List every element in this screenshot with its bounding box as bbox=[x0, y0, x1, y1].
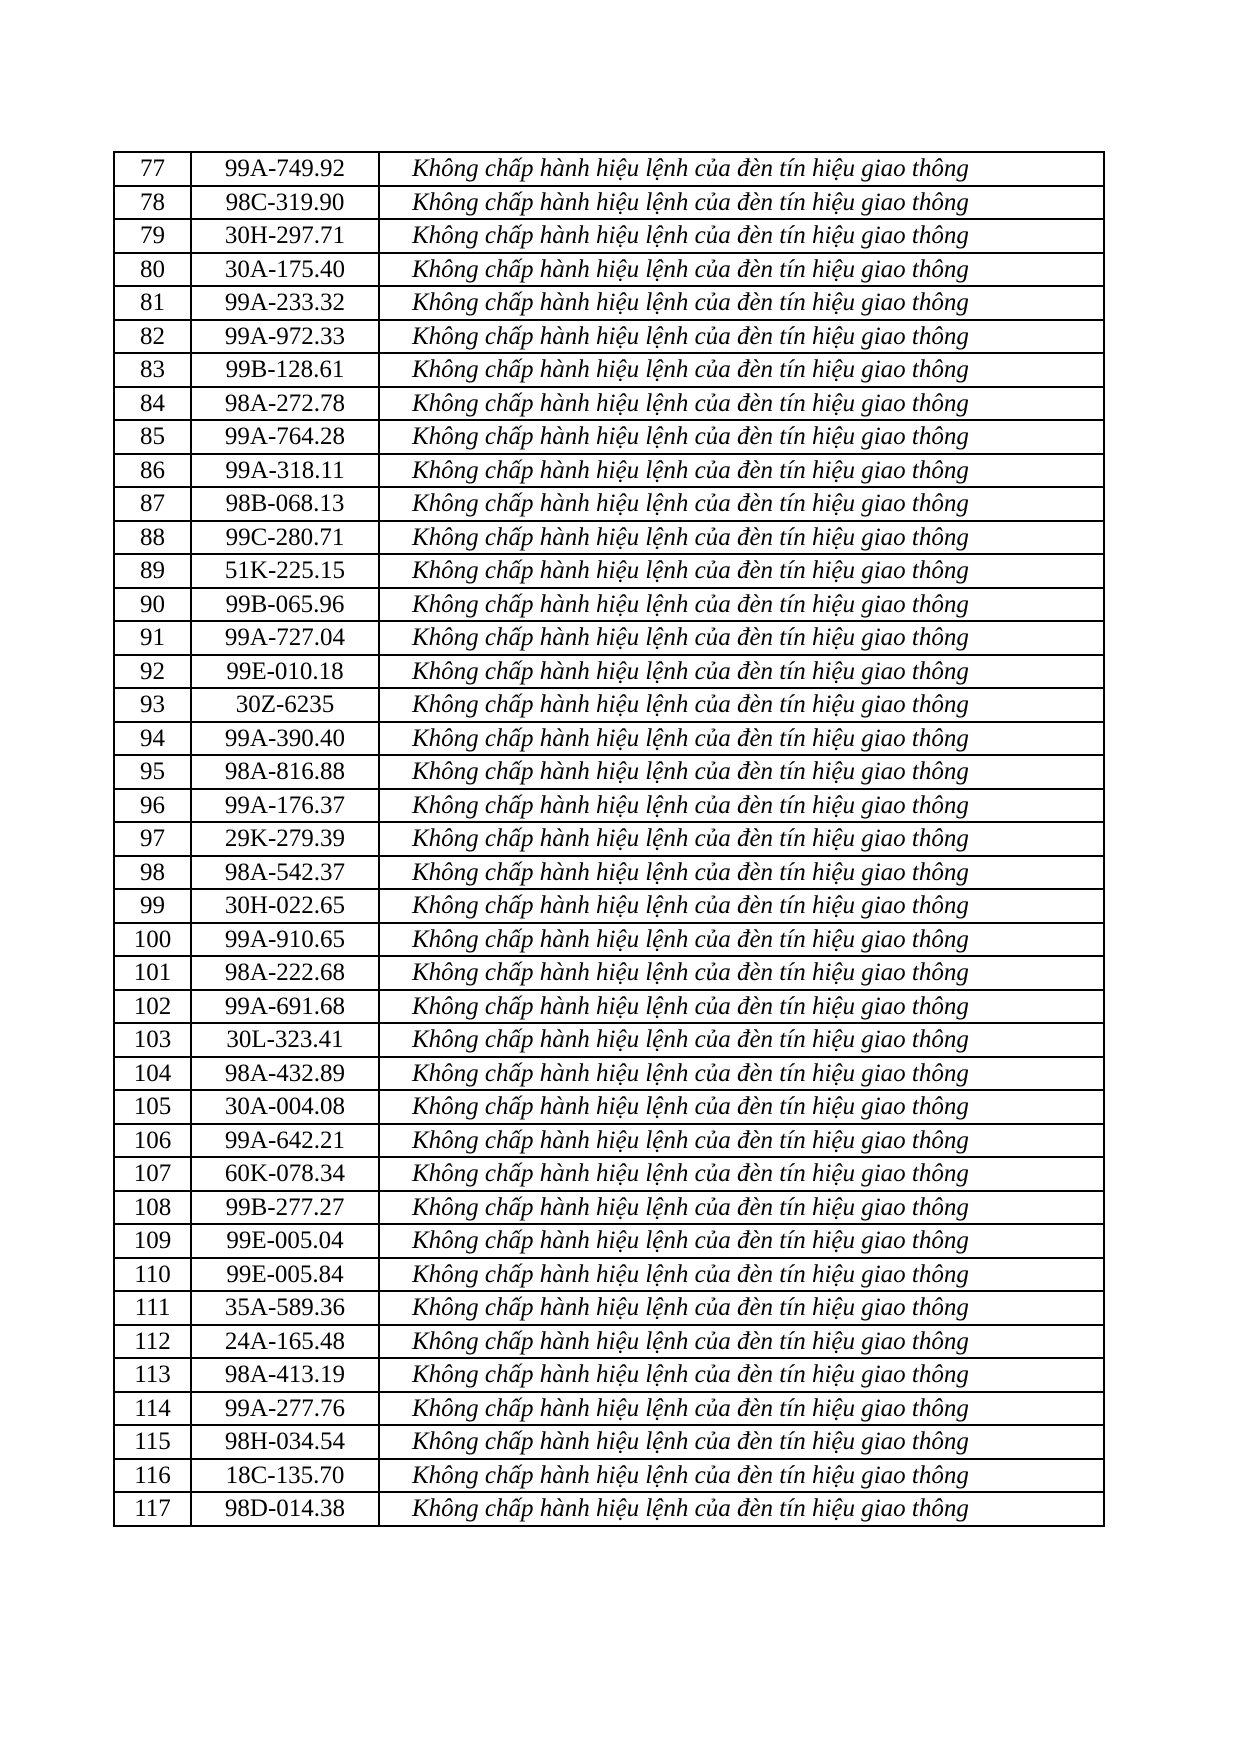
row-number-cell: 109 bbox=[114, 1224, 191, 1258]
row-number-cell: 115 bbox=[114, 1425, 191, 1459]
table-row bbox=[114, 889, 1104, 923]
license-plate-cell: 99A-277.76 bbox=[191, 1392, 379, 1426]
license-plate-cell: 98A-816.88 bbox=[191, 755, 379, 789]
table-row bbox=[114, 856, 1104, 890]
license-plate-cell: 30Z-6235 bbox=[191, 688, 379, 722]
violation-cell: Không chấp hành hiệu lệnh của đèn tín hiệu giao thông bbox=[379, 1291, 1104, 1325]
row-number-cell: 91 bbox=[114, 621, 191, 655]
row-number-cell: 86 bbox=[114, 454, 191, 488]
violation-cell: Không chấp hành hiệu lệnh của đèn tín hiệu giao thông bbox=[379, 554, 1104, 588]
table-row bbox=[114, 219, 1104, 253]
violation-cell: Không chấp hành hiệu lệnh của đèn tín hiệu giao thông bbox=[379, 588, 1104, 622]
table-row bbox=[114, 588, 1104, 622]
violation-cell: Không chấp hành hiệu lệnh của đèn tín hiệu giao thông bbox=[379, 1157, 1104, 1191]
row-number-cell: 103 bbox=[114, 1023, 191, 1057]
license-plate-cell: 98A-222.68 bbox=[191, 956, 379, 990]
table-row bbox=[114, 1258, 1104, 1292]
license-plate-cell: 99A-764.28 bbox=[191, 420, 379, 454]
license-plate-cell: 98A-542.37 bbox=[191, 856, 379, 890]
row-number-cell: 116 bbox=[114, 1459, 191, 1493]
table-row bbox=[114, 1191, 1104, 1225]
row-number-cell: 82 bbox=[114, 320, 191, 354]
violation-cell: Không chấp hành hiệu lệnh của đèn tín hiệu giao thông bbox=[379, 454, 1104, 488]
row-number-cell: 102 bbox=[114, 990, 191, 1024]
table-row bbox=[114, 1124, 1104, 1158]
license-plate-cell: 99E-005.04 bbox=[191, 1224, 379, 1258]
row-number-cell: 80 bbox=[114, 253, 191, 287]
violation-cell: Không chấp hành hiệu lệnh của đèn tín hiệu giao thông bbox=[379, 1492, 1104, 1526]
violation-cell: Không chấp hành hiệu lệnh của đèn tín hiệu giao thông bbox=[379, 387, 1104, 421]
violation-cell: Không chấp hành hiệu lệnh của đèn tín hiệu giao thông bbox=[379, 722, 1104, 756]
violation-cell: Không chấp hành hiệu lệnh của đèn tín hiệu giao thông bbox=[379, 521, 1104, 555]
violation-cell: Không chấp hành hiệu lệnh của đèn tín hiệu giao thông bbox=[379, 688, 1104, 722]
row-number-cell: 106 bbox=[114, 1124, 191, 1158]
table-row bbox=[114, 286, 1104, 320]
table-row bbox=[114, 822, 1104, 856]
row-number-cell: 97 bbox=[114, 822, 191, 856]
violation-cell: Không chấp hành hiệu lệnh của đèn tín hiệu giao thông bbox=[379, 1090, 1104, 1124]
license-plate-cell: 99A-390.40 bbox=[191, 722, 379, 756]
license-plate-cell: 99B-065.96 bbox=[191, 588, 379, 622]
table-row bbox=[114, 621, 1104, 655]
license-plate-cell: 98B-068.13 bbox=[191, 487, 379, 521]
license-plate-cell: 99A-727.04 bbox=[191, 621, 379, 655]
violation-cell: Không chấp hành hiệu lệnh của đèn tín hiệu giao thông bbox=[379, 219, 1104, 253]
violation-cell: Không chấp hành hiệu lệnh của đèn tín hiệu giao thông bbox=[379, 1023, 1104, 1057]
table-row bbox=[114, 1157, 1104, 1191]
violation-cell: Không chấp hành hiệu lệnh của đèn tín hiệu giao thông bbox=[379, 286, 1104, 320]
table-row bbox=[114, 420, 1104, 454]
violation-cell: Không chấp hành hiệu lệnh của đèn tín hiệu giao thông bbox=[379, 1325, 1104, 1359]
license-plate-cell: 30A-004.08 bbox=[191, 1090, 379, 1124]
row-number-cell: 100 bbox=[114, 923, 191, 957]
license-plate-cell: 29K-279.39 bbox=[191, 822, 379, 856]
row-number-cell: 114 bbox=[114, 1392, 191, 1426]
license-plate-cell: 98A-432.89 bbox=[191, 1057, 379, 1091]
violation-cell: Không chấp hành hiệu lệnh của đèn tín hiệu giao thông bbox=[379, 1392, 1104, 1426]
table-row bbox=[114, 521, 1104, 555]
violation-cell: Không chấp hành hiệu lệnh của đèn tín hiệu giao thông bbox=[379, 655, 1104, 689]
table-row bbox=[114, 722, 1104, 756]
table-row bbox=[114, 320, 1104, 354]
table-row bbox=[114, 1224, 1104, 1258]
license-plate-cell: 98H-034.54 bbox=[191, 1425, 379, 1459]
license-plate-cell: 30A-175.40 bbox=[191, 253, 379, 287]
table-row bbox=[114, 387, 1104, 421]
violation-cell: Không chấp hành hiệu lệnh của đèn tín hiệu giao thông bbox=[379, 320, 1104, 354]
license-plate-cell: 60K-078.34 bbox=[191, 1157, 379, 1191]
violation-cell: Không chấp hành hiệu lệnh của đèn tín hiệu giao thông bbox=[379, 152, 1104, 186]
row-number-cell: 96 bbox=[114, 789, 191, 823]
row-number-cell: 78 bbox=[114, 186, 191, 220]
row-number-cell: 88 bbox=[114, 521, 191, 555]
license-plate-cell: 99A-233.32 bbox=[191, 286, 379, 320]
license-plate-cell: 99E-010.18 bbox=[191, 655, 379, 689]
row-number-cell: 81 bbox=[114, 286, 191, 320]
row-number-cell: 105 bbox=[114, 1090, 191, 1124]
violation-cell: Không chấp hành hiệu lệnh của đèn tín hiệu giao thông bbox=[379, 420, 1104, 454]
table-row bbox=[114, 487, 1104, 521]
row-number-cell: 89 bbox=[114, 554, 191, 588]
row-number-cell: 90 bbox=[114, 588, 191, 622]
table-body bbox=[114, 152, 1104, 1526]
row-number-cell: 101 bbox=[114, 956, 191, 990]
row-number-cell: 113 bbox=[114, 1358, 191, 1392]
table-row bbox=[114, 923, 1104, 957]
violation-cell: Không chấp hành hiệu lệnh của đèn tín hiệu giao thông bbox=[379, 1124, 1104, 1158]
table-row bbox=[114, 1057, 1104, 1091]
table-row bbox=[114, 1459, 1104, 1493]
row-number-cell: 112 bbox=[114, 1325, 191, 1359]
row-number-cell: 117 bbox=[114, 1492, 191, 1526]
row-number-cell: 87 bbox=[114, 487, 191, 521]
row-number-cell: 84 bbox=[114, 387, 191, 421]
row-number-cell: 92 bbox=[114, 655, 191, 689]
row-number-cell: 99 bbox=[114, 889, 191, 923]
violations-table bbox=[113, 151, 1105, 1527]
row-number-cell: 95 bbox=[114, 755, 191, 789]
table-row bbox=[114, 152, 1104, 186]
table-row bbox=[114, 688, 1104, 722]
table-row bbox=[114, 990, 1104, 1024]
table-row bbox=[114, 454, 1104, 488]
violation-cell: Không chấp hành hiệu lệnh của đèn tín hiệu giao thông bbox=[379, 1358, 1104, 1392]
license-plate-cell: 99A-910.65 bbox=[191, 923, 379, 957]
license-plate-cell: 30L-323.41 bbox=[191, 1023, 379, 1057]
license-plate-cell: 35A-589.36 bbox=[191, 1291, 379, 1325]
license-plate-cell: 99C-280.71 bbox=[191, 521, 379, 555]
violation-cell: Không chấp hành hiệu lệnh của đèn tín hiệu giao thông bbox=[379, 186, 1104, 220]
violation-cell: Không chấp hành hiệu lệnh của đèn tín hiệu giao thông bbox=[379, 923, 1104, 957]
table-row bbox=[114, 554, 1104, 588]
violation-cell: Không chấp hành hiệu lệnh của đèn tín hiệu giao thông bbox=[379, 353, 1104, 387]
license-plate-cell: 98D-014.38 bbox=[191, 1492, 379, 1526]
violation-cell: Không chấp hành hiệu lệnh của đèn tín hiệu giao thông bbox=[379, 990, 1104, 1024]
license-plate-cell: 99B-277.27 bbox=[191, 1191, 379, 1225]
license-plate-cell: 98A-413.19 bbox=[191, 1358, 379, 1392]
table-row bbox=[114, 1090, 1104, 1124]
row-number-cell: 93 bbox=[114, 688, 191, 722]
row-number-cell: 77 bbox=[114, 152, 191, 186]
table-row bbox=[114, 755, 1104, 789]
table-row bbox=[114, 1492, 1104, 1526]
table-row bbox=[114, 956, 1104, 990]
violation-cell: Không chấp hành hiệu lệnh của đèn tín hiệu giao thông bbox=[379, 822, 1104, 856]
violation-cell: Không chấp hành hiệu lệnh của đèn tín hiệu giao thông bbox=[379, 1057, 1104, 1091]
table-row bbox=[114, 1425, 1104, 1459]
license-plate-cell: 24A-165.48 bbox=[191, 1325, 379, 1359]
violation-cell: Không chấp hành hiệu lệnh của đèn tín hiệu giao thông bbox=[379, 253, 1104, 287]
row-number-cell: 98 bbox=[114, 856, 191, 890]
license-plate-cell: 99A-176.37 bbox=[191, 789, 379, 823]
license-plate-cell: 99A-749.92 bbox=[191, 152, 379, 186]
license-plate-cell: 18C-135.70 bbox=[191, 1459, 379, 1493]
violation-cell: Không chấp hành hiệu lệnh của đèn tín hiệu giao thông bbox=[379, 789, 1104, 823]
violation-cell: Không chấp hành hiệu lệnh của đèn tín hiệu giao thông bbox=[379, 1459, 1104, 1493]
table-row bbox=[114, 1358, 1104, 1392]
row-number-cell: 79 bbox=[114, 219, 191, 253]
table-row bbox=[114, 1392, 1104, 1426]
license-plate-cell: 99A-318.11 bbox=[191, 454, 379, 488]
violation-cell: Không chấp hành hiệu lệnh của đèn tín hiệu giao thông bbox=[379, 621, 1104, 655]
row-number-cell: 94 bbox=[114, 722, 191, 756]
license-plate-cell: 30H-297.71 bbox=[191, 219, 379, 253]
row-number-cell: 110 bbox=[114, 1258, 191, 1292]
license-plate-cell: 30H-022.65 bbox=[191, 889, 379, 923]
violation-cell: Không chấp hành hiệu lệnh của đèn tín hiệu giao thông bbox=[379, 856, 1104, 890]
table-row bbox=[114, 353, 1104, 387]
table-row bbox=[114, 253, 1104, 287]
license-plate-cell: 99A-691.68 bbox=[191, 990, 379, 1024]
license-plate-cell: 99E-005.84 bbox=[191, 1258, 379, 1292]
table-row bbox=[114, 1023, 1104, 1057]
violation-cell: Không chấp hành hiệu lệnh của đèn tín hiệu giao thông bbox=[379, 1224, 1104, 1258]
row-number-cell: 85 bbox=[114, 420, 191, 454]
violation-cell: Không chấp hành hiệu lệnh của đèn tín hiệu giao thông bbox=[379, 1191, 1104, 1225]
row-number-cell: 104 bbox=[114, 1057, 191, 1091]
row-number-cell: 108 bbox=[114, 1191, 191, 1225]
license-plate-cell: 98A-272.78 bbox=[191, 387, 379, 421]
license-plate-cell: 99B-128.61 bbox=[191, 353, 379, 387]
table-row bbox=[114, 1325, 1104, 1359]
row-number-cell: 83 bbox=[114, 353, 191, 387]
license-plate-cell: 98C-319.90 bbox=[191, 186, 379, 220]
violation-cell: Không chấp hành hiệu lệnh của đèn tín hiệu giao thông bbox=[379, 889, 1104, 923]
table-row bbox=[114, 655, 1104, 689]
row-number-cell: 111 bbox=[114, 1291, 191, 1325]
table-row bbox=[114, 789, 1104, 823]
license-plate-cell: 99A-642.21 bbox=[191, 1124, 379, 1158]
violation-cell: Không chấp hành hiệu lệnh của đèn tín hiệu giao thông bbox=[379, 487, 1104, 521]
violation-cell: Không chấp hành hiệu lệnh của đèn tín hiệu giao thông bbox=[379, 755, 1104, 789]
license-plate-cell: 99A-972.33 bbox=[191, 320, 379, 354]
violation-cell: Không chấp hành hiệu lệnh của đèn tín hiệu giao thông bbox=[379, 1425, 1104, 1459]
violation-cell: Không chấp hành hiệu lệnh của đèn tín hiệu giao thông bbox=[379, 956, 1104, 990]
table-row bbox=[114, 186, 1104, 220]
row-number-cell: 107 bbox=[114, 1157, 191, 1191]
table-row bbox=[114, 1291, 1104, 1325]
license-plate-cell: 51K-225.15 bbox=[191, 554, 379, 588]
violation-cell: Không chấp hành hiệu lệnh của đèn tín hiệu giao thông bbox=[379, 1258, 1104, 1292]
